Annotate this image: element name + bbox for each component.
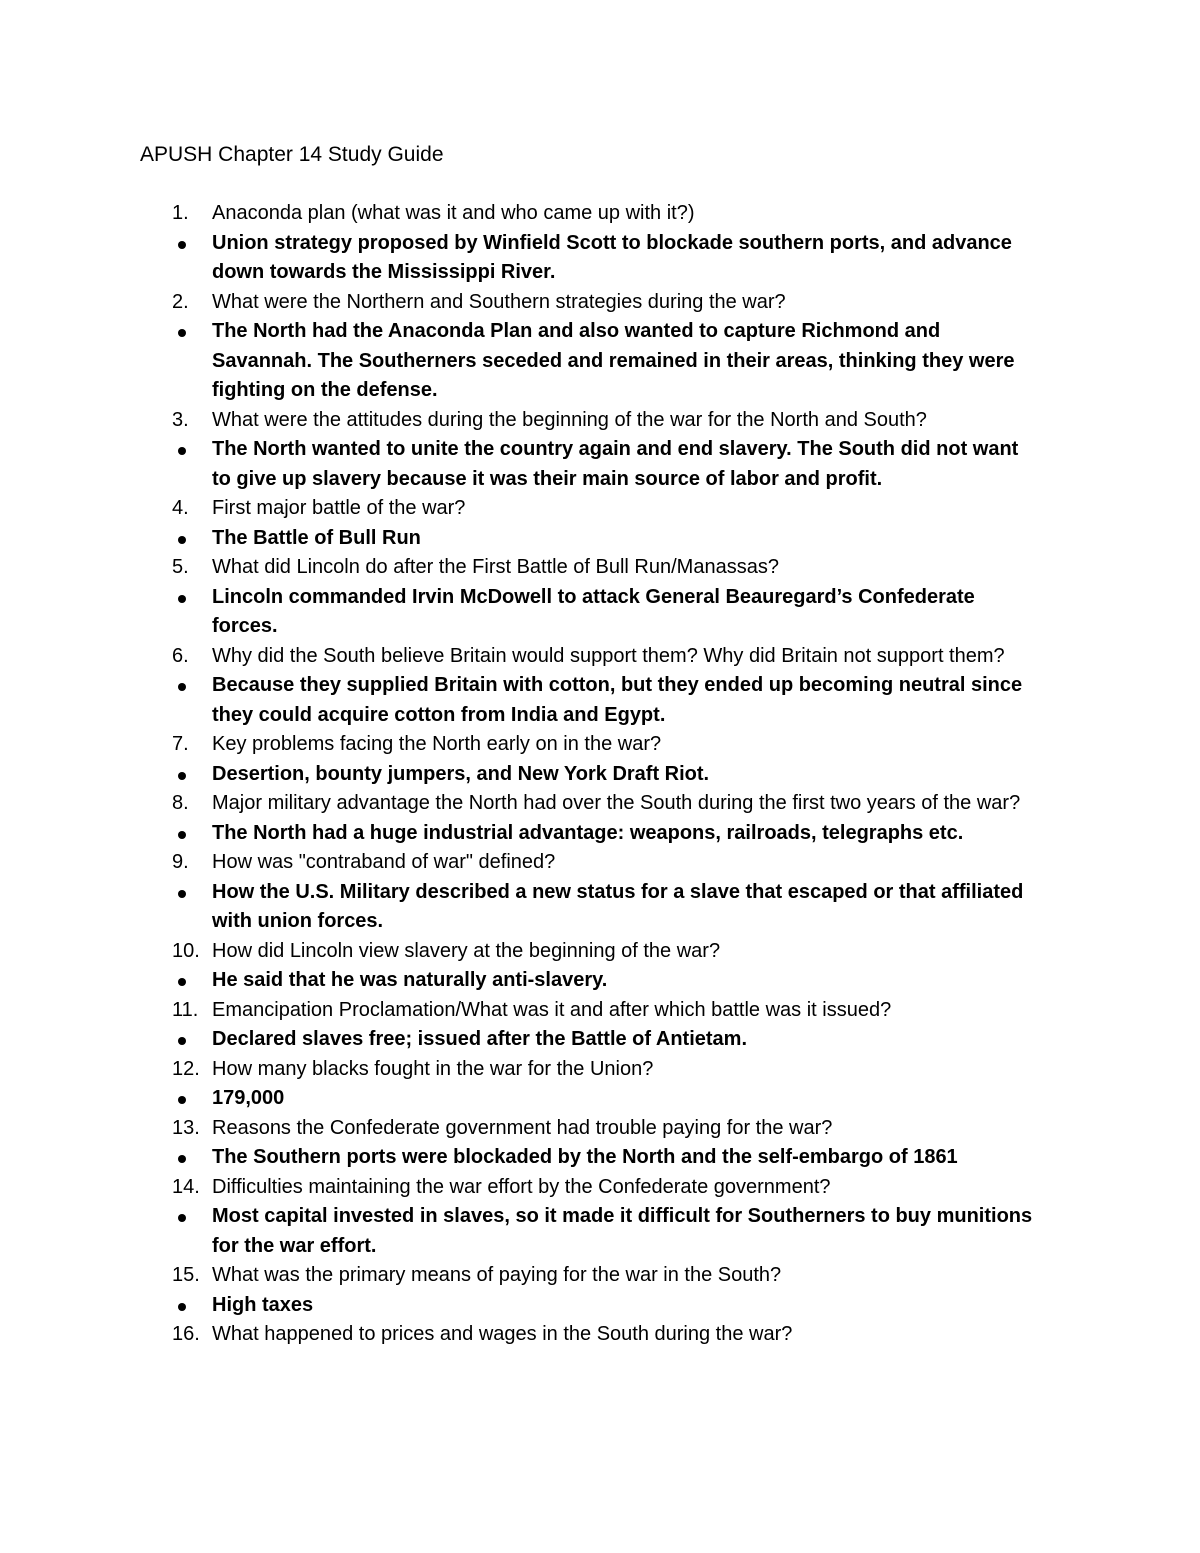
question-item (140, 1114, 1040, 1144)
answer-item (140, 524, 1040, 554)
bullet-icon (178, 1214, 186, 1222)
question-text: Emancipation Proclamation/What was it and after which battle was it issued? (212, 998, 892, 1021)
bullet-icon (178, 1096, 186, 1104)
question-number: 5. (172, 556, 189, 578)
document-title: APUSH Chapter 14 Study Guide (140, 143, 444, 166)
bullet-icon (178, 1155, 186, 1163)
question-text: Major military advantage the North had over the South during the first two years of the war? (212, 792, 1021, 814)
question-number: 2. (172, 290, 189, 313)
answer-text: The North had the Anaconda Plan and also wanted to capture Richmond and Savannah. The Southerners seceded and remained in their areas, thinking they were fighting on the defense. (212, 320, 1015, 401)
question-number: 4. (172, 497, 189, 519)
question-text: Key problems facing the North early on in the war? (212, 733, 662, 755)
answer-text: The Battle of Bull Run (212, 526, 421, 549)
question-number: 9. (172, 851, 189, 873)
question-text: What was the primary means of paying for the war in the South? (212, 1264, 782, 1286)
question-number: 15. (172, 1264, 200, 1286)
bullet-icon (178, 1303, 186, 1311)
question-number: 6. (172, 644, 189, 667)
answer-text: Desertion, bounty jumpers, and New York Draft Riot. (212, 762, 710, 785)
bullet-icon (178, 890, 186, 898)
question-number: 11. (172, 998, 199, 1021)
question-item (140, 199, 1040, 229)
answer-text: The North wanted to unite the country again and end slavery. The South did not want to give up slavery because it was their main source of labor and profit. (212, 438, 1019, 490)
answer-item (140, 760, 1040, 790)
answer-text: How the U.S. Military described a new status for a slave that escaped or that affiliated with union forces. (212, 880, 1024, 932)
question-number: 10. (172, 939, 200, 962)
question-text: Why did the South believe Britain would support them? Why did Britain not support them? (212, 644, 1005, 667)
bullet-icon (178, 831, 186, 839)
answer-text: Union strategy proposed by Winfield Scott to blockade southern ports, and advance down towards the Mississippi River. (212, 231, 1012, 283)
question-number: 8. (172, 792, 189, 814)
bullet-icon (178, 447, 186, 455)
question-number: 1. (172, 202, 189, 224)
question-item (140, 1055, 1040, 1085)
bullet-icon (178, 772, 186, 780)
bullet-icon (178, 978, 186, 986)
answer-text: He said that he was naturally anti-slavery. (212, 969, 608, 991)
answer-item (140, 1025, 1040, 1055)
question-text: First major battle of the war? (212, 497, 466, 519)
bullet-icon (178, 329, 186, 337)
question-text: Reasons the Confederate government had trouble paying for the war? (212, 1116, 833, 1139)
question-number: 7. (172, 733, 189, 755)
question-text: What happened to prices and wages in the South during the war? (212, 1323, 793, 1345)
question-number: 14. (172, 1175, 200, 1198)
question-item (140, 996, 1040, 1026)
answer-text: High taxes (212, 1293, 314, 1316)
question-number: 3. (172, 408, 189, 431)
question-item (140, 288, 1040, 318)
answer-item (140, 671, 1040, 730)
answer-text: Most capital invested in slaves, so it made it difficult for Southerners to buy munitions for the war effort. (212, 1205, 1033, 1257)
answer-item (140, 435, 1040, 494)
question-text: Difficulties maintaining the war effort by the Confederate government? (212, 1175, 831, 1198)
answer-item (140, 583, 1040, 642)
answer-text: Declared slaves free; issued after the Battle of Antietam. (212, 1028, 747, 1050)
question-text: What were the Northern and Southern strategies during the war? (212, 290, 786, 313)
question-number: 16. (172, 1323, 200, 1345)
bullet-icon (178, 1037, 186, 1045)
answer-text: The North had a huge industrial advantage: weapons, railroads, telegraphs etc. (212, 821, 964, 844)
answer-item (140, 1291, 1040, 1321)
answer-item (140, 819, 1040, 849)
bullet-icon (178, 683, 186, 691)
question-item (140, 642, 1040, 672)
bullet-icon (178, 595, 186, 603)
answer-item (140, 1084, 1040, 1114)
answer-text: 179,000 (212, 1087, 285, 1109)
answer-item (140, 878, 1040, 937)
question-text: How was "contraband of war" defined? (212, 851, 556, 873)
answer-item (140, 229, 1040, 288)
question-item (140, 494, 1040, 524)
bullet-icon (178, 536, 186, 544)
question-answer-list (140, 199, 1040, 1350)
question-text: How many blacks fought in the war for the Union? (212, 1057, 654, 1080)
answer-text: The Southern ports were blockaded by the North and the self-embargo of 1861 (212, 1146, 958, 1168)
question-text: How did Lincoln view slavery at the beginning of the war? (212, 939, 721, 962)
question-item (140, 406, 1040, 436)
answer-text: Because they supplied Britain with cotton, but they ended up becoming neutral since they could acquire cotton from India and Egypt. (212, 674, 1023, 726)
bullet-icon (178, 241, 186, 249)
question-text: What did Lincoln do after the First Battle of Bull Run/Manassas? (212, 556, 779, 578)
question-item (140, 937, 1040, 967)
question-item (140, 1173, 1040, 1203)
question-item (140, 789, 1040, 819)
question-item (140, 1261, 1040, 1291)
answer-item (140, 1143, 1040, 1173)
question-text: Anaconda plan (what was it and who came up with it?) (212, 202, 695, 224)
answer-item (140, 966, 1040, 996)
question-number: 12. (172, 1057, 200, 1080)
answer-item (140, 317, 1040, 406)
question-item (140, 553, 1040, 583)
answer-text: Lincoln commanded Irvin McDowell to attack General Beauregard’s Confederate forces. (212, 585, 975, 637)
question-item (140, 848, 1040, 878)
question-item (140, 1320, 1040, 1350)
question-item (140, 730, 1040, 760)
question-number: 13. (172, 1116, 200, 1139)
question-text: What were the attitudes during the beginning of the war for the North and South? (212, 408, 927, 431)
answer-item (140, 1202, 1040, 1261)
